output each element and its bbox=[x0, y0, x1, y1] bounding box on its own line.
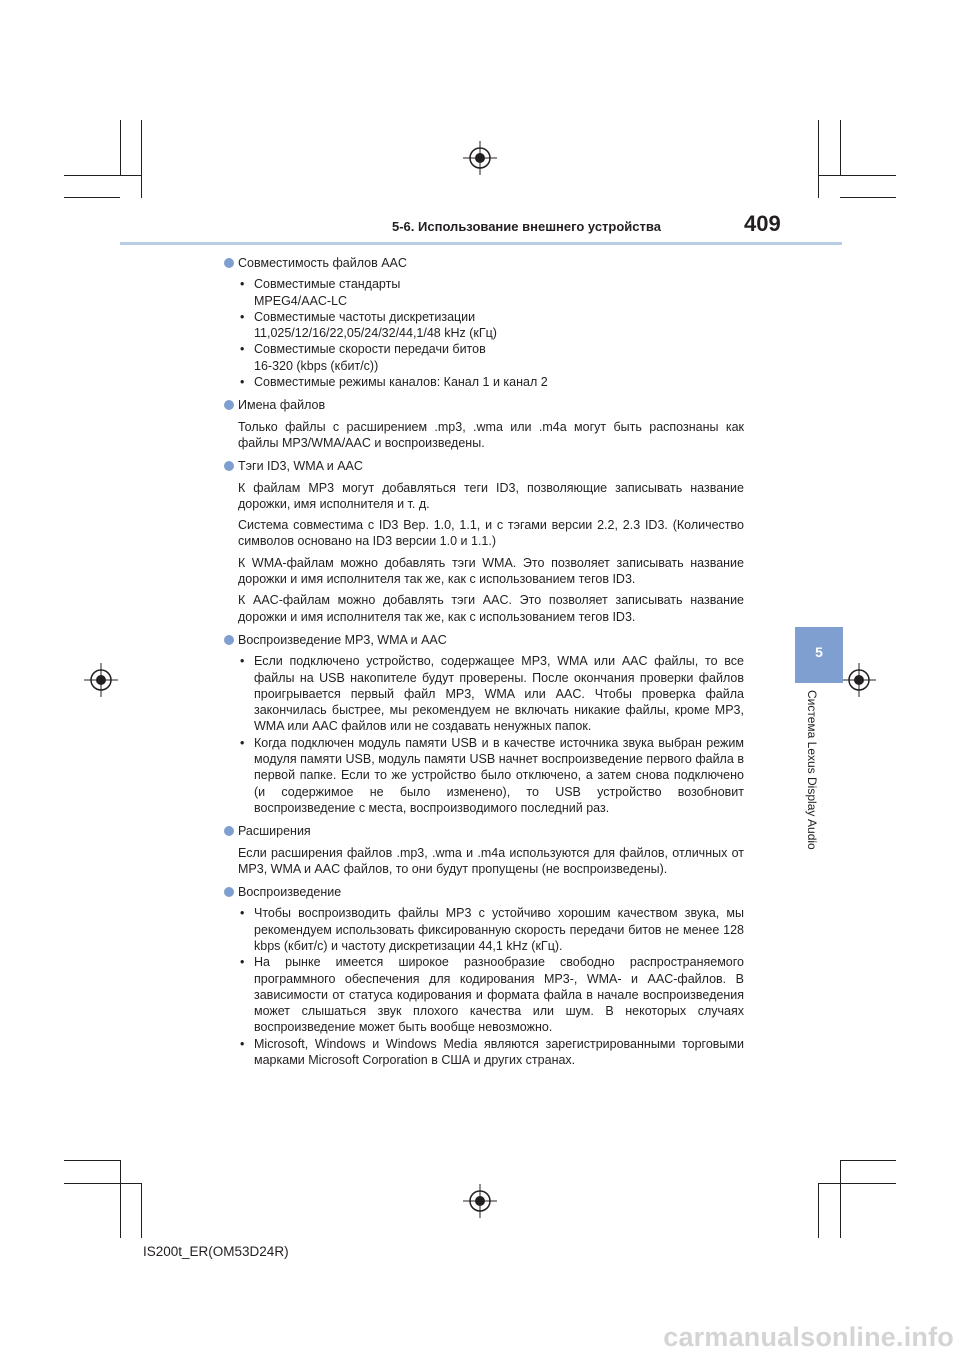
bullet-list bbox=[224, 276, 744, 390]
chapter-tab: 5 bbox=[795, 627, 843, 683]
list-item: • Когда подключен модуль памяти USB и в качестве источника звука выбран режим модуля памяти USB, модуль памяти USB начнет воспроизведение первого файла в первой папке. Если то же устройство было отключено, а затем снова подключено (и содержимое не было изменено), то USB устройство возобновит воспроизведение с места, воспроизводимого последний раз. bbox=[240, 735, 744, 815]
section-header-title: 5-6. Использование внешнего устройства bbox=[392, 219, 661, 234]
list-item: • Совместимые стандарты MPEG4/AAC-LC bbox=[240, 277, 401, 308]
circle-bullet-icon bbox=[224, 635, 234, 645]
page-number: 409 bbox=[744, 211, 781, 236]
list-item: • На рынке имеется широкое разнообразие свободно распространяемого программного обеспечения для кодирования MP3-, WMA- и AAC-файлов. В зависимости от статуса кодирования и формата файла в начале воспроизведения может слышаться звук плохого качества или шум. В некоторых случаях воспроизведение может быть вообще невозможно. bbox=[240, 955, 744, 1035]
registration-mark-icon bbox=[84, 663, 118, 697]
document-code: IS200t_ER(OM53D24R) bbox=[143, 1244, 289, 1259]
registration-mark-icon bbox=[842, 663, 876, 697]
watermark: carmanualsonline.info bbox=[663, 1322, 954, 1352]
section-title: Тэги ID3, WMA и AAC bbox=[224, 458, 744, 474]
section-title: Воспроизведение bbox=[224, 884, 744, 900]
bullet-list bbox=[224, 905, 744, 1068]
section-title: Совместимость файлов AAC bbox=[224, 255, 744, 271]
paragraph: К WMA-файлам можно добавлять тэги WMA. Это позволяет записывать название дорожки и имя исполнителя так же, как с использованием тегов ID3. bbox=[238, 555, 744, 587]
paragraph: Если расширения файлов .mp3, .wma и .m4a используются для файлов, отличных от MP3, WMA и AAC файлов, то они будут пропущены (не воспроизведены). bbox=[238, 845, 744, 876]
chapter-side-label: Система Lexus Display Audio bbox=[805, 690, 819, 850]
list-item: • Совместимые скорости передачи битов 16-320 (kbps (кбит/с)) bbox=[240, 342, 486, 373]
circle-bullet-icon bbox=[224, 258, 234, 268]
list-item: • Чтобы воспроизводить файлы MP3 с устойчиво хорошим качеством звука, мы рекомендуем использовать фиксированную скорость передачи битов не менее 128 kbps (кбит/с) и частоту дискретизации 44,1 kHz (кГц). bbox=[240, 906, 744, 953]
list-item: • Совместимые частоты дискретизации 11,025/12/16/22,05/24/32/44,1/48 kHz (кГц) bbox=[240, 309, 497, 341]
list-item: • Если подключено устройство, содержащее MP3, WMA или AAC файлы, то все файлы на USB накопителе будут проверены. После окончания проверки файлов проигрывается первый файл MP3, WMA или AAC. Чтобы проверка файла закончилась быстрее, мы рекомендуем не включать никакие файлы, кроме MP3, WMA или AAC файлов или не создавать ненужных папок. bbox=[240, 654, 744, 734]
section-title: Имена файлов bbox=[224, 397, 744, 413]
circle-bullet-icon bbox=[224, 887, 234, 897]
header-divider bbox=[120, 242, 842, 245]
page-content bbox=[224, 255, 744, 1073]
section-title: Расширения bbox=[224, 823, 744, 839]
circle-bullet-icon bbox=[224, 461, 234, 471]
registration-mark-icon bbox=[463, 141, 497, 175]
paragraph: Система совместима с ID3 Вер. 1.0, 1.1, и с тэгами версии 2.2, 2.3 ID3. (Количество символов основано на ID3 версии 1.0 и 1.1.) bbox=[238, 518, 744, 549]
list-item: • Microsoft, Windows и Windows Media являются зарегистрированными торговыми марками Microsoft Corporation в США и других странах. bbox=[240, 1036, 744, 1068]
paragraph: К файлам MP3 могут добавляться теги ID3, позволяющие записывать название дорожки, имя исполнителя и т. д. bbox=[238, 480, 744, 511]
paragraph: Только файлы с расширением .mp3, .wma или .m4a могут быть распознаны как файлы MP3/WMA/AAC и воспроизведены. bbox=[238, 419, 744, 450]
registration-mark-icon bbox=[463, 1184, 497, 1218]
section-title: Воспроизведение MP3, WMA и AAC bbox=[224, 632, 744, 648]
bullet-list bbox=[224, 653, 744, 816]
paragraph: К AAC-файлам можно добавлять тэги AAC. Это позволяет записывать название дорожки и имя исполнителя так же, как с использованием тегов ID3. bbox=[238, 593, 744, 624]
list-item: • Совместимые режимы каналов: Канал 1 и канал 2 bbox=[240, 375, 548, 390]
circle-bullet-icon bbox=[224, 826, 234, 836]
circle-bullet-icon bbox=[224, 400, 234, 410]
